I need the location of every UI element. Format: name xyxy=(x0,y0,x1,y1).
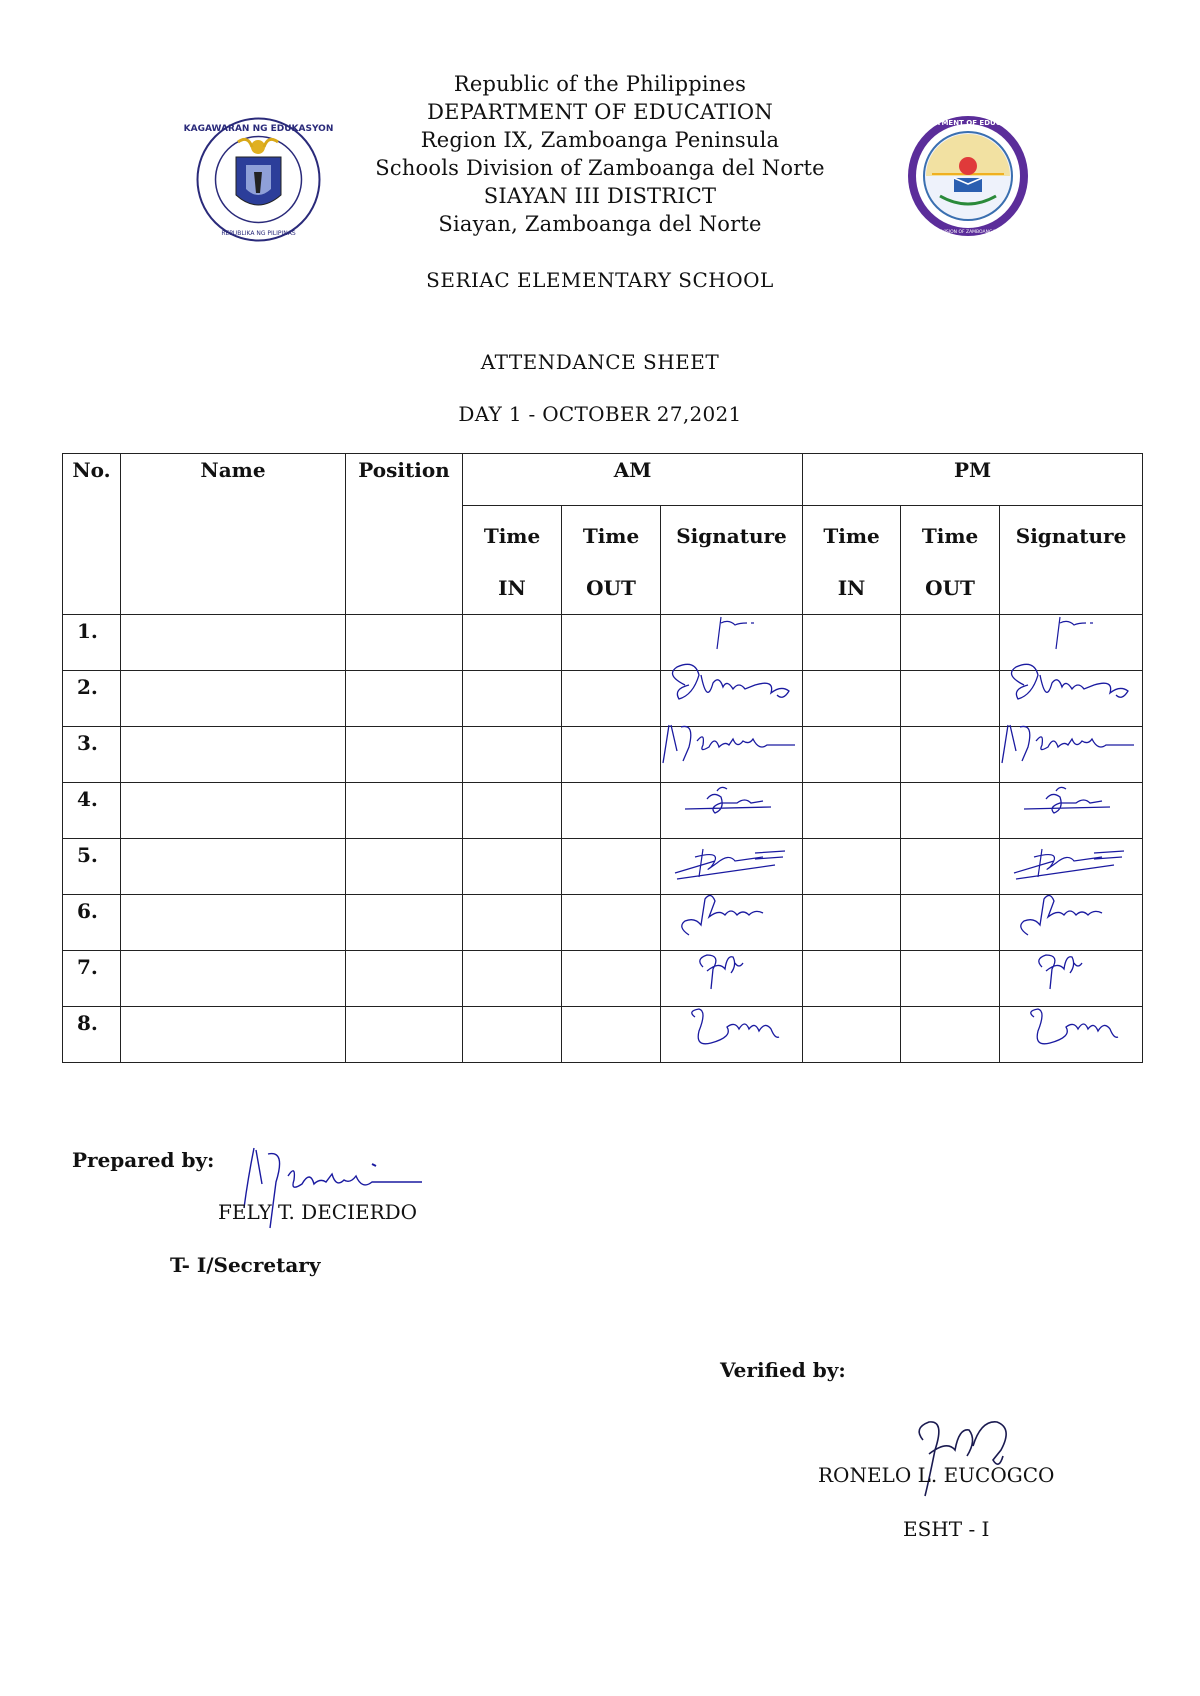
header-am-signature: Signature xyxy=(661,506,803,615)
am-time-in-cell[interactable] xyxy=(463,727,562,783)
am-time-out-cell[interactable] xyxy=(562,615,661,671)
header-am-time-in: Time IN xyxy=(463,506,562,615)
pm-time-in-cell[interactable] xyxy=(803,783,901,839)
row-number: 7. xyxy=(63,951,121,1007)
letterhead-district: SIAYAN III DISTRICT xyxy=(483,184,717,208)
table-row xyxy=(63,727,1143,783)
sheet-title: ATTENDANCE SHEET xyxy=(480,350,720,374)
letterhead-address: Siayan, Zamboanga del Norte xyxy=(438,212,762,236)
position-cell[interactable] xyxy=(346,1007,463,1063)
am-time-in-cell[interactable] xyxy=(463,951,562,1007)
right-seal-bottom-text: SCHOOLS DIVISION OF ZAMBOANGA DEL NORTE xyxy=(913,230,1023,235)
header-position: Position xyxy=(346,454,463,615)
pm-time-out-cell[interactable] xyxy=(901,1007,1000,1063)
row-number: 3. xyxy=(63,727,121,783)
position-cell[interactable] xyxy=(346,783,463,839)
row-number: 4. xyxy=(63,783,121,839)
header-pm-time-out: Time OUT xyxy=(901,506,1000,615)
pm-time-in-cell[interactable] xyxy=(803,1007,901,1063)
pm-time-in-cell[interactable] xyxy=(803,615,901,671)
pm-time-out-cell[interactable] xyxy=(901,615,1000,671)
am-time-in-cell[interactable] xyxy=(463,671,562,727)
pm-time-out-cell[interactable] xyxy=(901,671,1000,727)
table-row xyxy=(63,671,1143,727)
pm-time-out-cell[interactable] xyxy=(901,895,1000,951)
row-number: 8. xyxy=(63,1007,121,1063)
verified-signature-icon xyxy=(893,1400,1033,1510)
position-cell[interactable] xyxy=(346,615,463,671)
pm-time-in-cell[interactable] xyxy=(803,671,901,727)
pm-time-out-cell[interactable] xyxy=(901,783,1000,839)
day-date: DAY 1 - OCTOBER 27,2021 xyxy=(458,402,742,426)
name-cell[interactable] xyxy=(121,783,346,839)
pm-time-out-cell[interactable] xyxy=(901,727,1000,783)
table-row xyxy=(63,615,1143,671)
name-cell[interactable] xyxy=(121,895,346,951)
header-am-time-out: Time OUT xyxy=(562,506,661,615)
letterhead-division: Schools Division of Zamboanga del Norte xyxy=(375,156,825,180)
verified-by-name: RONELO L. EUCOGCO xyxy=(818,1463,1055,1487)
table-row xyxy=(63,951,1143,1007)
name-cell[interactable] xyxy=(121,671,346,727)
table-row xyxy=(63,783,1143,839)
table-header-row xyxy=(63,454,1143,506)
pm-time-out-cell[interactable] xyxy=(901,951,1000,1007)
table-row xyxy=(63,895,1143,951)
row-number: 1. xyxy=(63,615,121,671)
prepared-by-position: T- I/Secretary xyxy=(170,1253,321,1277)
letterhead-republic: Republic of the Philippines xyxy=(453,72,747,96)
am-time-in-cell[interactable] xyxy=(463,1007,562,1063)
header-am: AM xyxy=(463,454,803,506)
pm-signature-cell[interactable] xyxy=(1000,1007,1143,1063)
am-time-in-cell[interactable] xyxy=(463,895,562,951)
header-name: Name xyxy=(121,454,346,615)
name-cell[interactable] xyxy=(121,615,346,671)
left-seal-bottom-text: REPUBLIKA NG PILIPINAS xyxy=(221,230,296,237)
position-cell[interactable] xyxy=(346,839,463,895)
name-cell[interactable] xyxy=(121,727,346,783)
am-time-out-cell[interactable] xyxy=(562,951,661,1007)
am-signature-cell[interactable] xyxy=(661,1007,803,1063)
position-cell[interactable] xyxy=(346,951,463,1007)
header-pm-signature: Signature xyxy=(1000,506,1143,615)
pm-time-in-cell[interactable] xyxy=(803,727,901,783)
am-time-out-cell[interactable] xyxy=(562,671,661,727)
letterhead-region: Region IX, Zamboanga Peninsula xyxy=(420,128,780,152)
position-cell[interactable] xyxy=(346,671,463,727)
am-time-in-cell[interactable] xyxy=(463,839,562,895)
am-time-out-cell[interactable] xyxy=(562,727,661,783)
am-time-out-cell[interactable] xyxy=(562,839,661,895)
row-number: 6. xyxy=(63,895,121,951)
name-cell[interactable] xyxy=(121,1007,346,1063)
attendance-table xyxy=(62,453,1143,1063)
am-time-out-cell[interactable] xyxy=(562,783,661,839)
verified-by-position: ESHT - I xyxy=(903,1517,990,1541)
letterhead-department: DEPARTMENT OF EDUCATION xyxy=(427,100,773,124)
signature-icon xyxy=(994,981,1144,1051)
header-no: No. xyxy=(63,454,121,615)
pm-time-in-cell[interactable] xyxy=(803,951,901,1007)
pm-time-in-cell[interactable] xyxy=(803,895,901,951)
position-cell[interactable] xyxy=(346,727,463,783)
header-pm-time-in: Time IN xyxy=(803,506,901,615)
deped-seal-icon xyxy=(183,117,334,242)
right-seal-text: DEPARTMENT OF EDUCATION xyxy=(911,119,1025,127)
table-row xyxy=(63,1007,1143,1063)
left-seal-text: KAGAWARAN NG EDUKASYON xyxy=(183,124,334,134)
prepared-by-name: FELY T. DECIERDO xyxy=(218,1200,418,1224)
pm-time-in-cell[interactable] xyxy=(803,839,901,895)
pm-time-out-cell[interactable] xyxy=(901,839,1000,895)
row-number: 2. xyxy=(63,671,121,727)
table-row xyxy=(63,839,1143,895)
am-time-in-cell[interactable] xyxy=(463,615,562,671)
prepared-by-label: Prepared by: xyxy=(72,1148,215,1172)
am-time-out-cell[interactable] xyxy=(562,1007,661,1063)
name-cell[interactable] xyxy=(121,951,346,1007)
school-name: SERIAC ELEMENTARY SCHOOL xyxy=(426,268,774,292)
am-time-out-cell[interactable] xyxy=(562,895,661,951)
division-seal-icon xyxy=(906,114,1030,238)
name-cell[interactable] xyxy=(121,839,346,895)
am-time-in-cell[interactable] xyxy=(463,783,562,839)
position-cell[interactable] xyxy=(346,895,463,951)
header-pm: PM xyxy=(803,454,1143,506)
verified-by-label: Verified by: xyxy=(720,1358,846,1382)
signature-icon xyxy=(655,981,805,1051)
row-number: 5. xyxy=(63,839,121,895)
